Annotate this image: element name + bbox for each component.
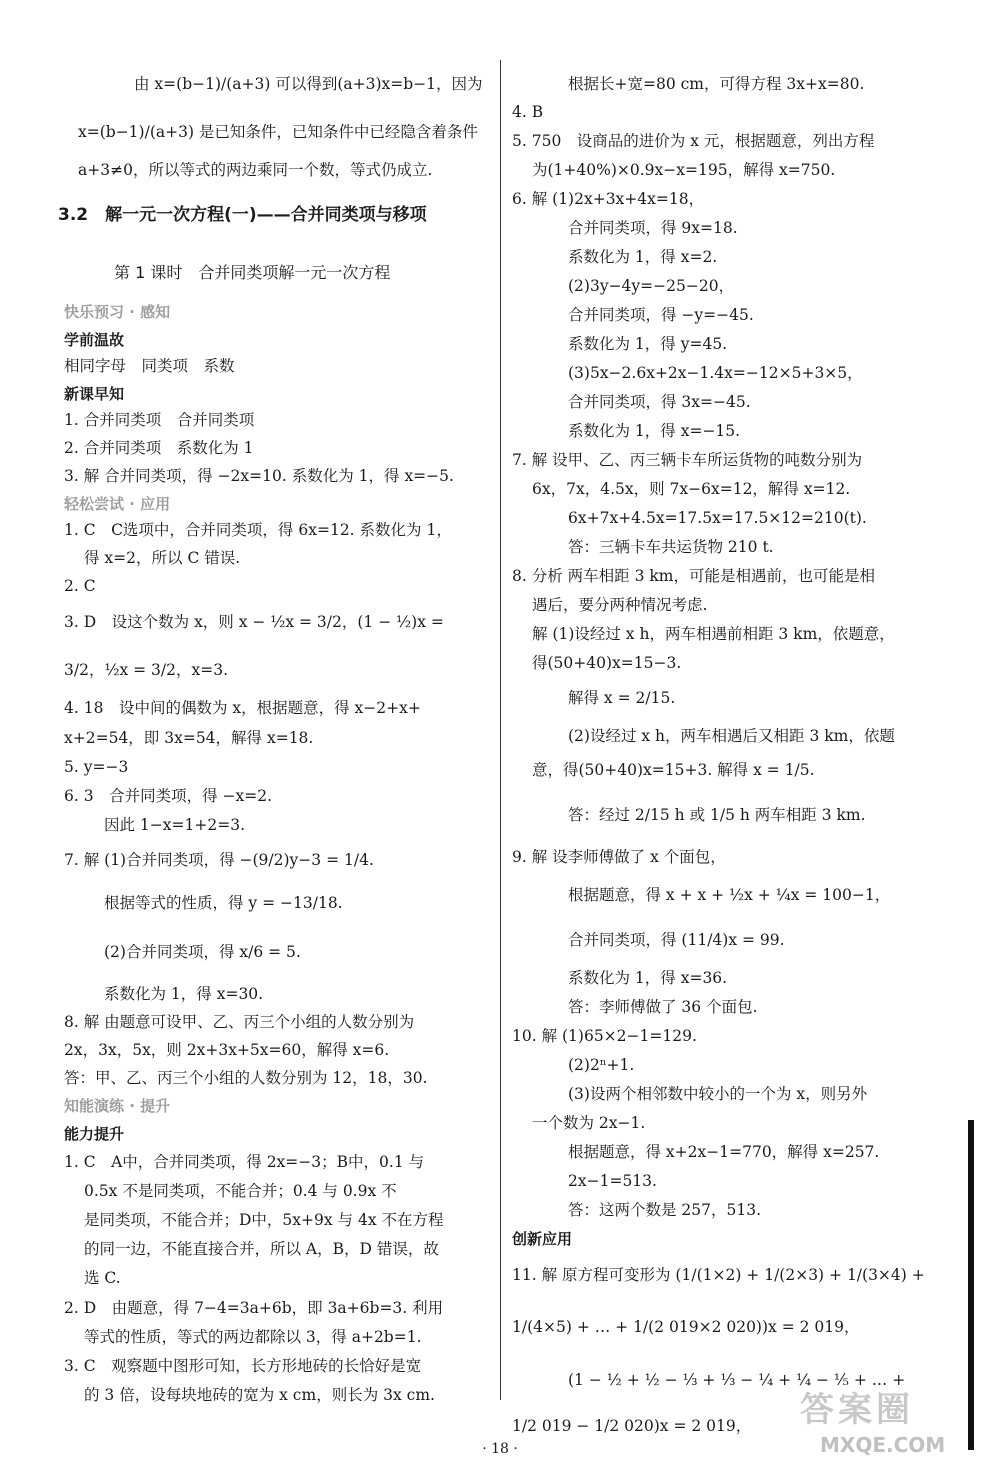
- right-line: 系数化为 1，得 x=36.: [568, 969, 728, 987]
- right-line: 系数化为 1，得 x=−15.: [568, 422, 741, 440]
- category-heading-practice: 知能演练 · 提升: [64, 1097, 171, 1115]
- right-line: 5. 750 设商品的进价为 x 元，根据题意，列出方程: [512, 132, 875, 150]
- right-line: 创新应用: [512, 1230, 573, 1248]
- left-line: 4. 18 设中间的偶数为 x，根据题意，得 x−2+x+: [64, 699, 421, 717]
- right-line: 合并同类项，得 −y=−45.: [568, 306, 754, 324]
- left-line: 得 x=2，所以 C 错误.: [84, 549, 241, 567]
- right-line: 6. 解 (1)2x+3x+4x=18，: [512, 190, 705, 208]
- left-line: 是同类项，不能合并；D中，5x+9x 与 4x 不在方程: [84, 1211, 444, 1229]
- left-line: 答：甲、乙、丙三个小组的人数分别为 12，18，30.: [64, 1069, 428, 1087]
- right-line: 11. 解 原方程可变形为 (1/(1×2) + 1/(2×3) + 1/(3×4) +: [512, 1266, 925, 1284]
- left-line: a+3≠0，所以等式的两边乘同一个数，等式仍成立.: [78, 161, 433, 179]
- right-line: 为(1+40%)×0.9x−x=195，解得 x=750.: [532, 161, 836, 179]
- right-line: (3)设两个相邻数中较小的一个为 x，则另外: [568, 1085, 868, 1103]
- right-line: 解得 x = 2/15.: [568, 689, 676, 707]
- edge-bar: [968, 1120, 974, 1450]
- right-line: 答：三辆卡车共运货物 210 t.: [568, 538, 774, 556]
- right-line: 合并同类项，得 3x=−45.: [568, 393, 751, 411]
- right-line: 7. 解 设甲、乙、丙三辆卡车所运货物的吨数分别为: [512, 451, 863, 469]
- right-line: (2)2ⁿ+1.: [568, 1056, 635, 1074]
- left-line: 等式的性质，等式的两边都除以 3，得 a+2b=1.: [84, 1328, 422, 1346]
- left-line: 1. C C选项中，合并同类项，得 6x=12. 系数化为 1，: [64, 521, 452, 539]
- right-line: 遇后，要分两种情况考虑.: [532, 596, 708, 614]
- left-line: 3/2，½x = 3/2，x=3.: [64, 661, 229, 679]
- left-line: x+2=54，即 3x=54，解得 x=18.: [64, 729, 314, 747]
- left-line: 3. D 设这个数为 x，则 x − ½x = 3/2，(1 − ½)x =: [64, 613, 444, 631]
- right-line: 系数化为 1，得 y=45.: [568, 335, 728, 353]
- right-line: 根据题意，得 x+2x−1=770，解得 x=257.: [568, 1143, 880, 1161]
- right-line: 意，得(50+40)x=15+3. 解得 x = 1/5.: [532, 761, 815, 779]
- left-line: 2. D 由题意，得 7−4=3a+6b，即 3a+6b=3. 利用: [64, 1299, 444, 1317]
- watermark-logo: 答案圈: [800, 1390, 914, 1430]
- left-line: 6. 3 合并同类项，得 −x=2.: [64, 787, 273, 805]
- right-line: 6x，7x，4.5x，则 7x−6x=12，解得 x=12.: [532, 480, 851, 498]
- left-line: 的同一边，不能直接合并，所以 A，B，D 错误，故: [84, 1240, 439, 1258]
- left-line: 选 C.: [84, 1269, 121, 1287]
- left-line: 根据等式的性质，得 y = −13/18.: [104, 894, 343, 912]
- left-line: 的 3 倍，设每块地砖的宽为 x cm，则长为 3x cm.: [84, 1386, 435, 1404]
- right-line: 6x+7x+4.5x=17.5x=17.5×12=210(t).: [568, 509, 867, 527]
- subheading-new-lesson: 新课早知: [64, 385, 125, 403]
- left-line: (2)合并同类项，得 x/6 = 5.: [104, 943, 301, 961]
- right-line: 1/2 019 − 1/2 020)x = 2 019，: [512, 1417, 752, 1435]
- right-line: 合并同类项，得 (11/4)x = 99.: [568, 931, 785, 949]
- left-line: 0.5x 不是同类项，不能合并；0.4 与 0.9x 不: [84, 1182, 397, 1200]
- subheading-ability: 能力提升: [64, 1125, 125, 1143]
- preview-item-2: 2. 合并同类项 系数化为 1: [64, 439, 254, 457]
- left-line: 3. C 观察题中图形可知，长方形地砖的长恰好是宽: [64, 1357, 422, 1375]
- subheading-review: 学前温故: [64, 331, 125, 349]
- right-line: 答：经过 2/15 h 或 1/5 h 两车相距 3 km.: [568, 806, 866, 824]
- section-title: 3.2 解一元一次方程(一)——合并同类项与移项: [58, 205, 427, 225]
- right-line: 根据长+宽=80 cm，可得方程 3x+x=80.: [568, 75, 865, 93]
- right-line: 10. 解 (1)65×2−1=129.: [512, 1027, 697, 1045]
- left-line: 因此 1−x=1+2=3.: [104, 816, 245, 834]
- preview-item-1: 1. 合并同类项 合并同类项: [64, 411, 255, 429]
- left-line: 由 x=(b−1)/(a+3) 可以得到(a+3)x=b−1，因为: [134, 75, 483, 93]
- right-line: 解 (1)设经过 x h，两车相遇前相距 3 km，依题意，: [532, 625, 895, 643]
- left-line: 1. C A中，合并同类项，得 2x=−3；B中，0.1 与: [64, 1153, 425, 1171]
- page-number: · 18 ·: [482, 1441, 518, 1457]
- right-line: 一个数为 2x−1.: [532, 1114, 646, 1132]
- preview-item-3: 3. 解 合并同类项，得 −2x=10. 系数化为 1，得 x=−5.: [64, 467, 454, 485]
- right-line: (2)3y−4y=−25−20，: [568, 277, 735, 295]
- right-line: 答：李师傅做了 36 个面包.: [568, 998, 758, 1016]
- left-line: 2. C: [64, 577, 96, 595]
- right-line: 2x−1=513.: [568, 1172, 657, 1190]
- right-line: 4. B: [512, 103, 544, 121]
- left-line: 5. y=−3: [64, 758, 129, 776]
- left-line: 7. 解 (1)合并同类项，得 −(9/2)y−3 = 1/4.: [64, 851, 374, 869]
- right-line: 答：这两个数是 257，513.: [568, 1201, 762, 1219]
- category-heading-try: 轻松尝试 · 应用: [64, 495, 171, 513]
- category-heading-preview: 快乐预习 · 感知: [64, 303, 171, 321]
- left-line: 系数化为 1，得 x=30.: [104, 985, 264, 1003]
- right-line: (1 − ½ + ½ − ⅓ + ⅓ − ¼ + ¼ − ⅕ + … +: [568, 1371, 906, 1389]
- right-line: 得(50+40)x=15−3.: [532, 654, 682, 672]
- right-line: 8. 分析 两车相距 3 km，可能是相遇前，也可能是相: [512, 567, 875, 585]
- lesson-title: 第 1 课时 合并同类项解一元一次方程: [114, 263, 391, 282]
- column-divider: [500, 60, 501, 1400]
- right-line: 9. 解 设李师傅做了 x 个面包，: [512, 848, 726, 866]
- right-line: 1/(4×5) + … + 1/(2 019×2 020))x = 2 019，: [512, 1318, 860, 1336]
- left-line: x=(b−1)/(a+3) 是已知条件，已知条件中已经隐含着条件: [78, 123, 478, 141]
- left-line: 2x，3x，5x，则 2x+3x+5x=60，解得 x=6.: [64, 1041, 390, 1059]
- right-line: 系数化为 1，得 x=2.: [568, 248, 718, 266]
- right-line: (2)设经过 x h，两车相遇后又相距 3 km，依题: [568, 727, 895, 745]
- right-line: 合并同类项，得 9x=18.: [568, 219, 738, 237]
- right-line: (3)5x−2.6x+2x−1.4x=−12×5+3×5，: [568, 364, 863, 382]
- left-line: 8. 解 由题意可设甲、乙、丙三个小组的人数分别为: [64, 1013, 415, 1031]
- watermark-url: MXQE.COM: [820, 1433, 946, 1457]
- right-line: 根据题意，得 x + x + ½x + ¼x = 100−1，: [568, 886, 891, 904]
- review-answers: 相同字母 同类项 系数: [64, 357, 235, 375]
